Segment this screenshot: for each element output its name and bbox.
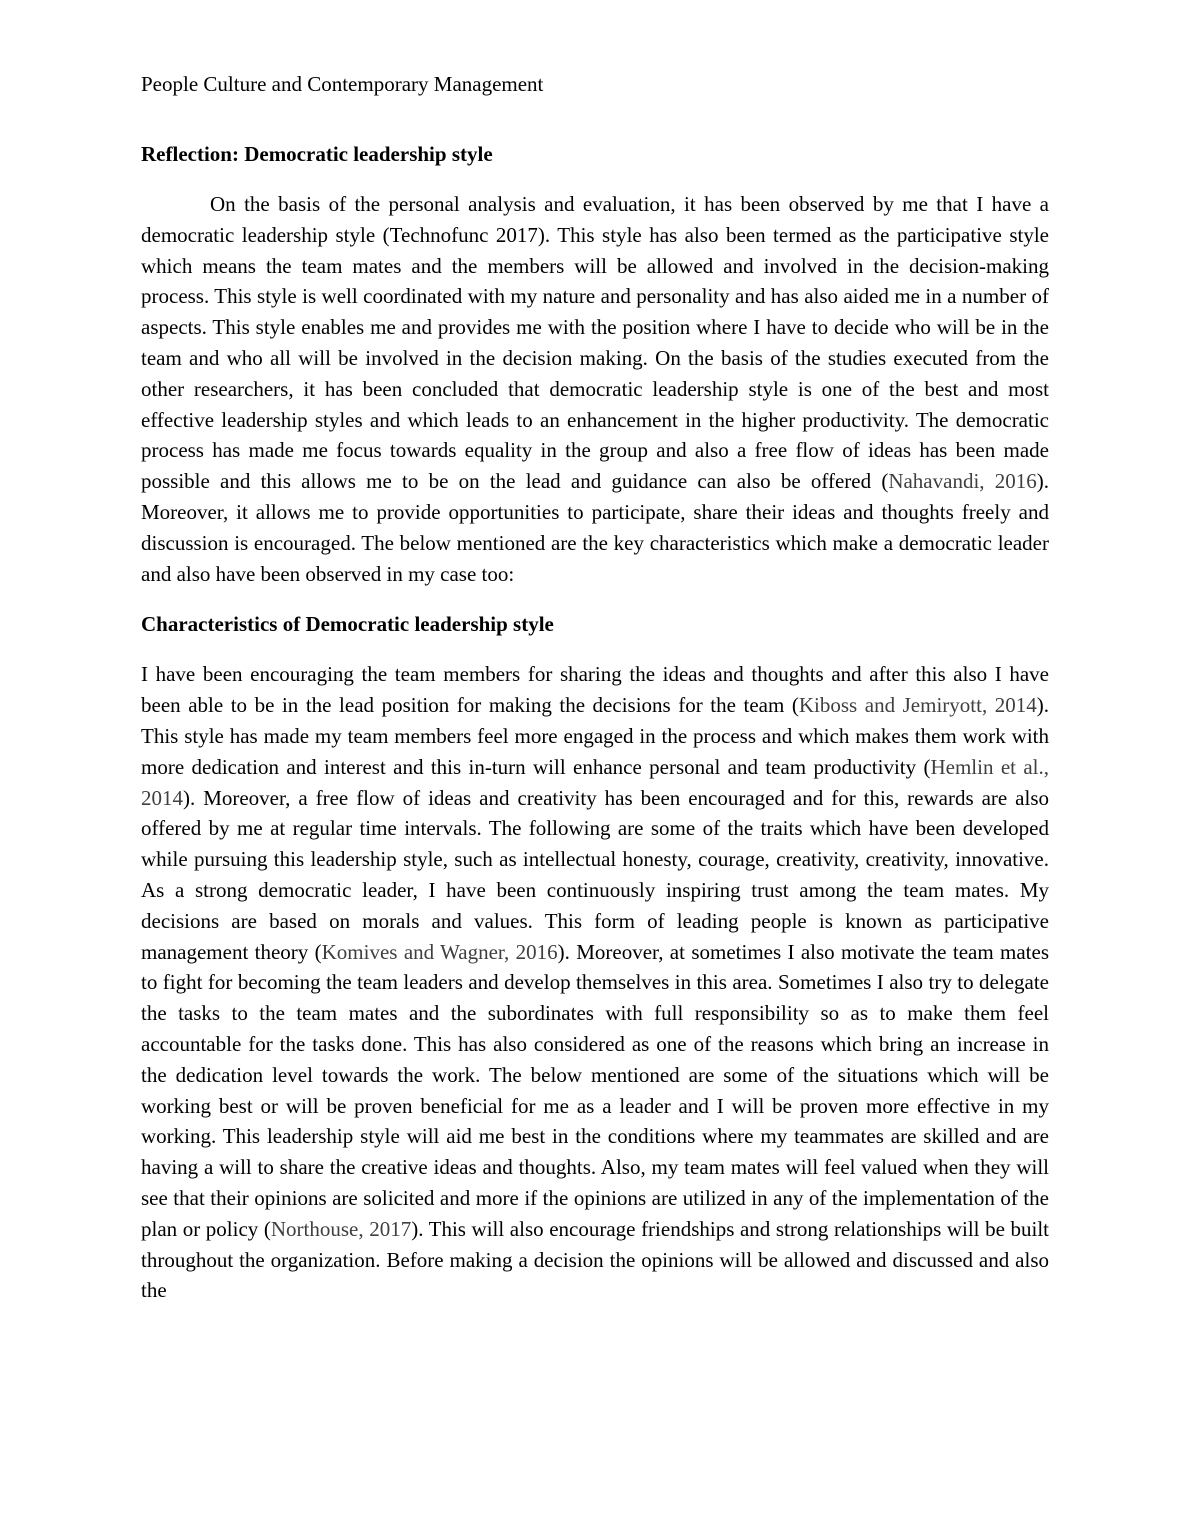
section-heading-characteristics: Characteristics of Democratic leadership style (141, 612, 554, 637)
paragraph-text: ). This will also encourage friendships and strong relationships will be built throughout the organization. Before making a decision the opinions will be allowed and discussed and also the (141, 1216, 1049, 1303)
citation: Nahavandi, 2016 (888, 469, 1037, 494)
citation: Hemlin et al., 2014 (141, 754, 1049, 810)
page-header: People Culture and Contemporary Management (141, 72, 544, 96)
section-heading-reflection: Reflection: Democratic leadership style (141, 142, 493, 166)
citation: Komives and Wagner, 2016 (321, 939, 558, 964)
paragraph-text: ). Moreover, at sometimes I also motivate the team mates to fight for becoming the team leaders and develop themselves in this area. Sometimes I also try to delegate the tasks to the team mates and the subordinates with full responsibility so as to make them feel accountable for the tasks done. This has also considered as one of the reasons which bring an increase in the dedication level towards the work. The below mentioned are some of the situations which will be working best or will be proven beneficial for me as a leader and I will be proven more effective in my working. This leadership style will aid me best in the conditions where my teammates are skilled and are having a will to share the creative ideas and thoughts. Also, my team mates will feel valued when they will see that their opinions are solicited and more if the opinions are utilized in any of the implementation of the plan or policy ( (141, 939, 1050, 1241)
paragraph-characteristics (141, 659, 1049, 1306)
document-body (141, 139, 1049, 1306)
paragraph-text: On the basis of the personal analysis and evaluation, it has been observed by me that I have a democratic leadership style (Technofunc 2017). This style has also been termed as the participative style which means the team mates and the members will be allowed and involved in the decision-making process. This style is well coordinated with my nature and personality and has also aided me in a number of aspects. This style enables me and provides me with the position where I have to decide who will be in the team and who all will be involved in the decision making. On the basis of the studies executed from the other researchers, it has been concluded that democratic leadership style is one of the best and most effective leadership styles and which leads to an enhancement in the higher productivity. The democratic process has made me focus towards equality in the group and also a free flow of ideas has been made possible and this allows me to be on the lead and guidance can also be offered ( (141, 192, 1049, 494)
paragraph-text: I have been encouraging the team members for sharing the ideas and thoughts and after this also I have been able to be in the lead position for making the decisions for the team ( (141, 662, 1049, 718)
citation: Kiboss and Jemiryott, 2014 (798, 693, 1037, 718)
paragraph-text: ). Moreover, a free flow of ideas and creativity has been encouraged and for this, rewards are also offered by me at regular time intervals. The following are some of the traits which have been developed while pursuing this leadership style, such as intellectual honesty, courage, creativity, creativity, innovative. As a strong democratic leader, I have been continuously inspiring trust among the team mates. My decisions are based on morals and values. This form of leading people is known as participative management theory ( (141, 785, 1049, 964)
paragraph-text: ). This style has made my team members feel more engaged in the process and which makes them work with more dedication and interest and this in-turn will enhance personal and team productivity ( (141, 693, 1049, 779)
paragraph-text: ). Moreover, it allows me to provide opportunities to participate, share their ideas and thoughts freely and discussion is encouraged. The below mentioned are the key characteristics which make a democratic leader and also have been observed in my case too: (141, 469, 1049, 586)
citation: Northouse, 2017 (270, 1216, 412, 1241)
paragraph-reflection (141, 189, 1049, 589)
